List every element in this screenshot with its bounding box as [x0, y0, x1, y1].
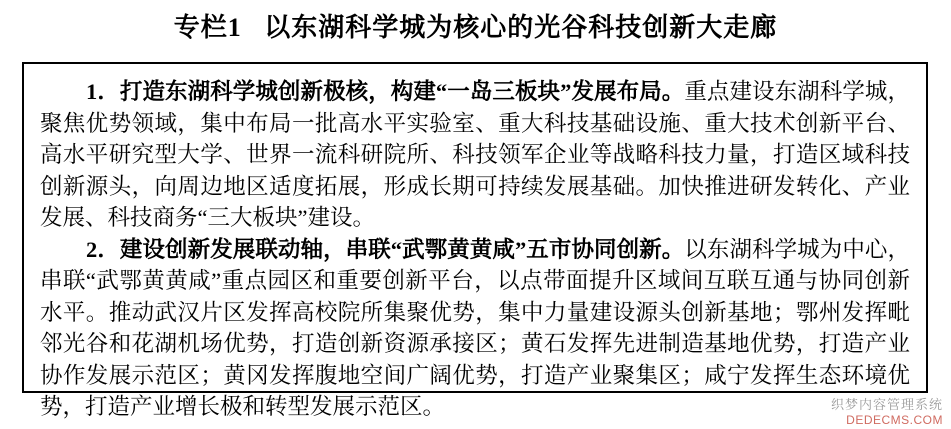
paragraph-2-body: 以东湖科学城为中心，串联“武鄂黄黄咸”重点园区和重要创新平台，以点带面提升区域间互联互通与协同创新水平。推动武汉片区发挥高校院所集聚优势，集中力量建设源头创新基地；鄂州发挥毗邻光谷和花湖机场优势，打造创新资源承接区；黄石发挥先进制造基地优势，打造产业协作发展示范区；黄冈发挥腹地空间广阔优势，打造产业聚集区；咸宁发挥生态环境优势，打造产业增长极和转型发展示范区。 — [40, 236, 910, 419]
paragraph-2-lead: 建设创新发展联动轴，串联“武鄂黄黄咸”五市协同创新。 — [119, 236, 685, 262]
page-title-text: 以东湖科学城为核心的光谷科技创新大走廊 — [264, 13, 778, 42]
paragraph-1-body: 重点建设东湖科学城，聚焦优势领域，集中布局一批高水平实验室、重大科技基础设施、重大技术创新平台、高水平研究型大学、世界一流科研院所、科技领军企业等战略科技力量，打造区域科技创新源头，向周边地区适度拓展，形成长期可持续发展基础。加快推进研发转化、产业发展、科技商务“三大板块”建设。 — [40, 79, 910, 230]
page-title-number: 1 — [227, 13, 242, 42]
watermark-main: 织梦内容管理系统 — [830, 397, 943, 412]
page-title-prefix: 专栏 — [173, 13, 228, 42]
paragraph-2 — [40, 234, 910, 423]
paragraph-2-number: 2． — [86, 236, 120, 262]
page-title — [0, 0, 951, 53]
paragraph-1-lead: 打造东湖科学城创新极核，构建“一岛三板块”发展布局。 — [119, 79, 685, 104]
paragraph-1-number: 1． — [86, 79, 120, 104]
watermark-sub: DEDECMS.COM — [846, 413, 943, 427]
paragraph-1 — [40, 76, 910, 234]
